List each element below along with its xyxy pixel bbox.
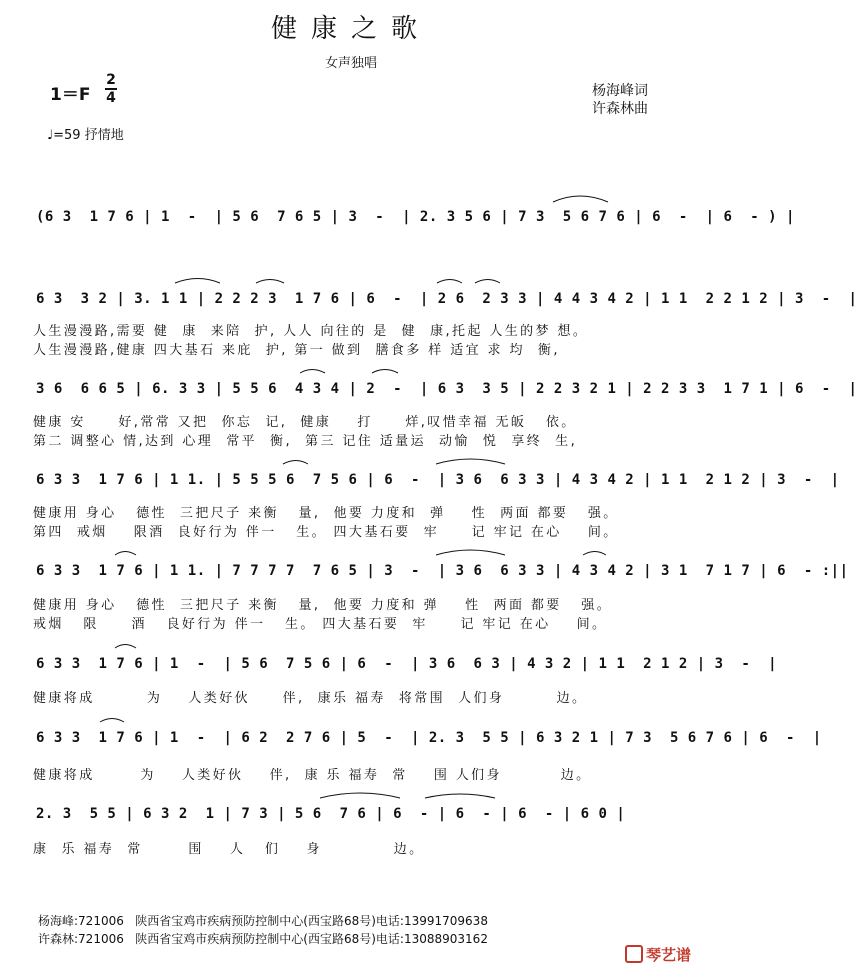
lyricist-credit: 杨海峰词 bbox=[592, 83, 648, 99]
slur-mark bbox=[437, 280, 462, 284]
lyric-row-2-verse-1: 人生漫漫路,需要 健 康 来陪 护, 人人 向往的 是 健 康,托起 人生的梦 想。 bbox=[33, 324, 589, 339]
lyric-row-7: 健康将成 为 人类好伙 伴, 康 乐 福寿 常 围 人们身 边。 bbox=[33, 768, 592, 783]
slur-mark bbox=[436, 550, 505, 555]
slur-mark bbox=[175, 279, 220, 284]
slur-mark bbox=[300, 370, 325, 374]
contact-line-lyricist: 杨海峰:721006 陕西省宝鸡市疾病预防控制中心(西宝路68号)电话:13991709638 bbox=[38, 914, 488, 928]
lyric-row-6: 健康将成 为 人类好伙 伴, 康乐 福寿 将常围 人们身 边。 bbox=[33, 691, 588, 706]
notation-row-5: 6 3 3 1 7 6 | 1 1. | 7 7 7 7 7 6 5 | 3 - | 3 6 6 3 3 | 4 3 4 2 | 3 1 7 1 7 | 6 - :|| bbox=[36, 563, 849, 579]
lyric-row-2-verse-2: 人生漫漫路,健康 四大基石 来庇 护, 第一 做到 膳食多 样 适宜 求 均 衡, bbox=[33, 343, 560, 358]
slur-mark bbox=[475, 280, 500, 284]
slur-mark bbox=[372, 370, 398, 374]
slur-mark bbox=[436, 459, 505, 464]
tempo-marking: ♩=59 抒情地 bbox=[47, 128, 124, 143]
lyric-row-5-verse-2: 戒烟 限 酒 良好行为 伴一 生。 四大基石要 牢 记 牢记 在心 间。 bbox=[33, 617, 608, 632]
notation-row-1: (6 3 1 7 6 | 1 - | 5 6 7 6 5 | 3 - | 2. 3 5 6 | 7 3 5 6 7 6 | 6 - | 6 - ) | bbox=[36, 209, 795, 225]
logo-icon bbox=[625, 945, 643, 963]
slur-mark bbox=[320, 793, 400, 798]
lyric-row-5-verse-1: 健康用 身心 德性 三把尺子 来衡 量, 他要 力度和 弹 性 两面 都要 强。 bbox=[33, 598, 613, 613]
notation-row-7: 6 3 3 1 7 6 | 1 - | 6 2 2 7 6 | 5 - | 2. 3 5 5 | 6 3 2 1 | 7 3 5 6 7 6 | 6 - | bbox=[36, 730, 822, 746]
notation-row-2: 6 3 3 2 | 3. 1 1 | 2 2 2 3 1 7 6 | 6 - | 2 6 2 3 3 | 4 4 3 4 2 | 1 1 2 2 1 2 | 3 - | bbox=[36, 291, 857, 307]
slur-mark bbox=[553, 196, 608, 202]
lyric-row-3-verse-2: 第二 调整心 情,达到 心理 常平 衡, 第三 记住 适量运 动愉 悦 享终 生, bbox=[33, 434, 578, 449]
lyric-row-3-verse-1: 健康 安 好,常常 又把 你忘 记, 健康 打 烊,叹惜幸福 无皈 依。 bbox=[33, 415, 577, 430]
song-subtitle: 女声独唱 bbox=[324, 56, 377, 71]
notation-row-4: 6 3 3 1 7 6 | 1 1. | 5 5 5 6 7 5 6 | 6 - | 3 6 6 3 3 | 4 3 4 2 | 1 1 2 1 2 | 3 - | bbox=[36, 472, 840, 488]
lyric-row-4-verse-1: 健康用 身心 德性 三把尺子 来衡 量, 他要 力度和 弹 性 两面 都要 强。 bbox=[33, 506, 619, 521]
slur-mark bbox=[100, 719, 124, 723]
slur-mark bbox=[583, 552, 606, 556]
notation-row-6: 6 3 3 1 7 6 | 1 - | 5 6 7 5 6 | 6 - | 3 6 6 3 | 4 3 2 | 1 1 2 1 2 | 3 - | bbox=[36, 656, 778, 672]
contact-line-composer: 许森林:721006 陕西省宝鸡市疾病预防控制中心(西宝路68号)电话:13088903162 bbox=[38, 932, 488, 946]
slur-mark bbox=[256, 280, 284, 284]
composer-credit: 许森林曲 bbox=[592, 101, 648, 117]
time-signature-top: 2 bbox=[106, 72, 116, 88]
notation-row-3: 3 6 6 6 5 | 6. 3 3 | 5 5 6 4 3 4 | 2 - | 6 3 3 5 | 2 2 3 2 1 | 2 2 3 3 1 7 1 | 6 - | bbox=[36, 381, 857, 397]
logo-text: 琴艺谱 bbox=[646, 946, 692, 964]
slur-mark bbox=[283, 461, 308, 465]
slur-mark bbox=[115, 645, 136, 649]
song-title: 健康之歌 bbox=[270, 14, 431, 44]
lyric-row-4-verse-2: 第四 戒烟 限酒 良好行为 伴一 生。 四大基石要 牢 记 牢记 在心 间。 bbox=[33, 525, 619, 540]
notation-row-8: 2. 3 5 5 | 6 3 2 1 | 7 3 | 5 6 7 6 | 6 - | 6 - | 6 - | 6 0 | bbox=[36, 806, 626, 822]
key-signature: 1＝F bbox=[50, 85, 91, 105]
slur-mark bbox=[425, 794, 495, 798]
lyric-row-8: 康 乐 福寿 常 围 人 们 身 边。 bbox=[33, 842, 425, 857]
site-logo[interactable] bbox=[625, 944, 691, 965]
time-signature-bottom: 4 bbox=[106, 90, 116, 106]
slur-mark bbox=[115, 552, 136, 556]
